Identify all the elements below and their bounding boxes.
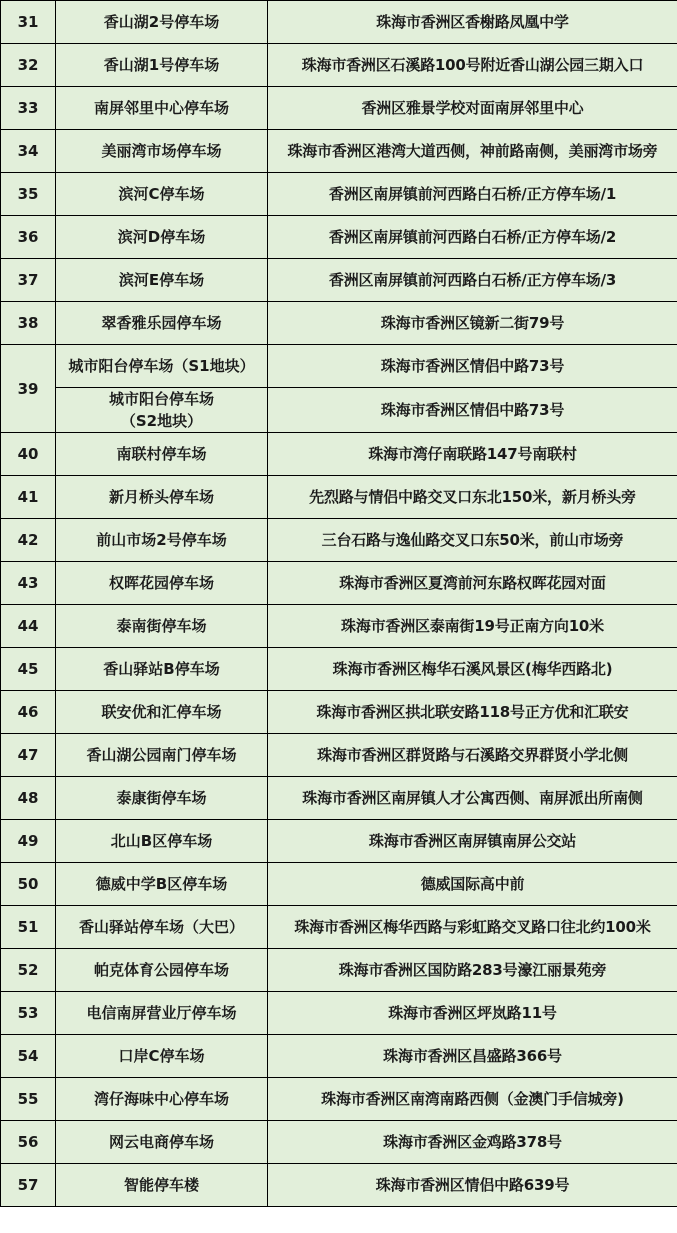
parking-lot-name: 前山市场2号停车场: [56, 519, 268, 562]
table-row: [1, 949, 677, 992]
parking-lot-address: 香洲区南屏镇前河西路白石桥/正方停车场/2: [268, 216, 677, 259]
table-row: [1, 1121, 677, 1164]
parking-lot-name: 权晖花园停车场: [56, 562, 268, 605]
parking-lot-name: 新月桥头停车场: [56, 476, 268, 519]
parking-lot-address: 珠海市香洲区昌盛路366号: [268, 1035, 677, 1078]
row-number: 34: [1, 130, 56, 173]
parking-lot-address: 珠海市香洲区港湾大道西侧，神前路南侧，美丽湾市场旁: [268, 130, 677, 173]
row-number: 42: [1, 519, 56, 562]
table-row: [1, 259, 677, 302]
parking-lot-name: 香山湖1号停车场: [56, 44, 268, 87]
parking-lot-address: 珠海市香洲区梅华西路与彩虹路交叉路口往北约100米: [268, 906, 677, 949]
parking-lot-name: 美丽湾市场停车场: [56, 130, 268, 173]
parking-lot-address: 香洲区南屏镇前河西路白石桥/正方停车场/3: [268, 259, 677, 302]
table-row: [1, 216, 677, 259]
parking-lot-address: 珠海市香洲区情侣中路73号: [268, 345, 677, 388]
parking-lot-name: 翠香雅乐园停车场: [56, 302, 268, 345]
row-number: 46: [1, 691, 56, 734]
table-row: [1, 476, 677, 519]
table-body: [1, 1, 677, 1207]
table-row: [1, 130, 677, 173]
parking-lot-address: 珠海市香洲区梅华石溪风景区(梅华西路北): [268, 648, 677, 691]
parking-lot-address: 珠海市香洲区金鸡路378号: [268, 1121, 677, 1164]
table-row: [1, 388, 677, 433]
parking-lot-name: 口岸C停车场: [56, 1035, 268, 1078]
parking-lot-address: 珠海市香洲区情侣中路639号: [268, 1164, 677, 1207]
row-number: 56: [1, 1121, 56, 1164]
row-number: 53: [1, 992, 56, 1035]
parking-lot-name: 南联村停车场: [56, 433, 268, 476]
table-row: [1, 605, 677, 648]
row-number: 48: [1, 777, 56, 820]
row-number: 51: [1, 906, 56, 949]
parking-lot-address: 珠海市香洲区群贤路与石溪路交界群贤小学北侧: [268, 734, 677, 777]
parking-lot-address: 珠海市香洲区南屏镇南屏公交站: [268, 820, 677, 863]
row-number: 35: [1, 173, 56, 216]
row-number: 45: [1, 648, 56, 691]
parking-lot-address: 珠海市香洲区情侣中路73号: [268, 388, 677, 433]
parking-lot-name: 香山湖2号停车场: [56, 1, 268, 44]
table-row: [1, 1, 677, 44]
table-row: [1, 820, 677, 863]
row-number: 37: [1, 259, 56, 302]
parking-lot-address: 珠海市香洲区夏湾前河东路权晖花园对面: [268, 562, 677, 605]
parking-lot-address: 珠海市香洲区泰南街19号正南方向10米: [268, 605, 677, 648]
parking-lot-name: 滨河D停车场: [56, 216, 268, 259]
parking-lot-address: 珠海市湾仔南联路147号南联村: [268, 433, 677, 476]
table-row: [1, 734, 677, 777]
parking-lot-name: 德威中学B区停车场: [56, 863, 268, 906]
table-row: [1, 519, 677, 562]
row-number: 36: [1, 216, 56, 259]
row-number: 49: [1, 820, 56, 863]
parking-lot-name: 城市阳台停车场（S2地块）: [56, 388, 268, 433]
parking-lot-name: 湾仔海味中心停车场: [56, 1078, 268, 1121]
row-number: 44: [1, 605, 56, 648]
parking-lot-name: 城市阳台停车场（S1地块）: [56, 345, 268, 388]
row-number: 54: [1, 1035, 56, 1078]
parking-lot-name: 联安优和汇停车场: [56, 691, 268, 734]
parking-lot-address: 先烈路与情侣中路交叉口东北150米，新月桥头旁: [268, 476, 677, 519]
row-number: 38: [1, 302, 56, 345]
parking-lot-name: 香山湖公园南门停车场: [56, 734, 268, 777]
row-number: 52: [1, 949, 56, 992]
parking-lot-name: 滨河E停车场: [56, 259, 268, 302]
parking-lot-address: 德威国际高中前: [268, 863, 677, 906]
table-row: [1, 433, 677, 476]
parking-lot-name: 香山驿站停车场（大巴）: [56, 906, 268, 949]
parking-lot-name: 滨河C停车场: [56, 173, 268, 216]
parking-lot-name: 电信南屏营业厅停车场: [56, 992, 268, 1035]
table-row: [1, 691, 677, 734]
table-row: [1, 1164, 677, 1207]
parking-lot-name: 南屏邻里中心停车场: [56, 87, 268, 130]
table-row: [1, 173, 677, 216]
parking-lot-address: 珠海市香洲区南湾南路西侧（金澳门手信城旁): [268, 1078, 677, 1121]
table-row: [1, 648, 677, 691]
row-number: 57: [1, 1164, 56, 1207]
row-number: 47: [1, 734, 56, 777]
row-number: 40: [1, 433, 56, 476]
table-row: [1, 87, 677, 130]
parking-lot-name: 帕克体育公园停车场: [56, 949, 268, 992]
row-number: 55: [1, 1078, 56, 1121]
table-row: [1, 345, 677, 388]
row-number: 33: [1, 87, 56, 130]
table-row: [1, 1078, 677, 1121]
table-row: [1, 777, 677, 820]
table-row: [1, 863, 677, 906]
row-number: 31: [1, 1, 56, 44]
parking-lot-name: 北山B区停车场: [56, 820, 268, 863]
parking-lot-address: 三台石路与逸仙路交叉口东50米，前山市场旁: [268, 519, 677, 562]
parking-lot-address: 香洲区雅景学校对面南屏邻里中心: [268, 87, 677, 130]
parking-lot-name: 泰康街停车场: [56, 777, 268, 820]
parking-lot-name: 香山驿站B停车场: [56, 648, 268, 691]
row-number: 43: [1, 562, 56, 605]
table-row: [1, 302, 677, 345]
parking-lot-address: 珠海市香洲区拱北联安路118号正方优和汇联安: [268, 691, 677, 734]
parking-lot-name: 泰南街停车场: [56, 605, 268, 648]
parking-lot-address: 珠海市香洲区香榭路凤凰中学: [268, 1, 677, 44]
parking-lot-address: 珠海市香洲区坪岚路11号: [268, 992, 677, 1035]
row-number: 32: [1, 44, 56, 87]
table-row: [1, 906, 677, 949]
table-row: [1, 992, 677, 1035]
parking-lot-address: 香洲区南屏镇前河西路白石桥/正方停车场/1: [268, 173, 677, 216]
table-row: [1, 1035, 677, 1078]
table-row: [1, 562, 677, 605]
table-row: [1, 44, 677, 87]
parking-lot-name: 智能停车楼: [56, 1164, 268, 1207]
row-number: 41: [1, 476, 56, 519]
parking-lot-address: 珠海市香洲区镜新二街79号: [268, 302, 677, 345]
parking-lot-address: 珠海市香洲区南屏镇人才公寓西侧、南屏派出所南侧: [268, 777, 677, 820]
parking-lot-address: 珠海市香洲区石溪路100号附近香山湖公园三期入口: [268, 44, 677, 87]
row-number: 50: [1, 863, 56, 906]
parking-lot-name: 网云电商停车场: [56, 1121, 268, 1164]
parking-lot-address: 珠海市香洲区国防路283号濠江丽景苑旁: [268, 949, 677, 992]
row-number: 39: [1, 345, 56, 433]
